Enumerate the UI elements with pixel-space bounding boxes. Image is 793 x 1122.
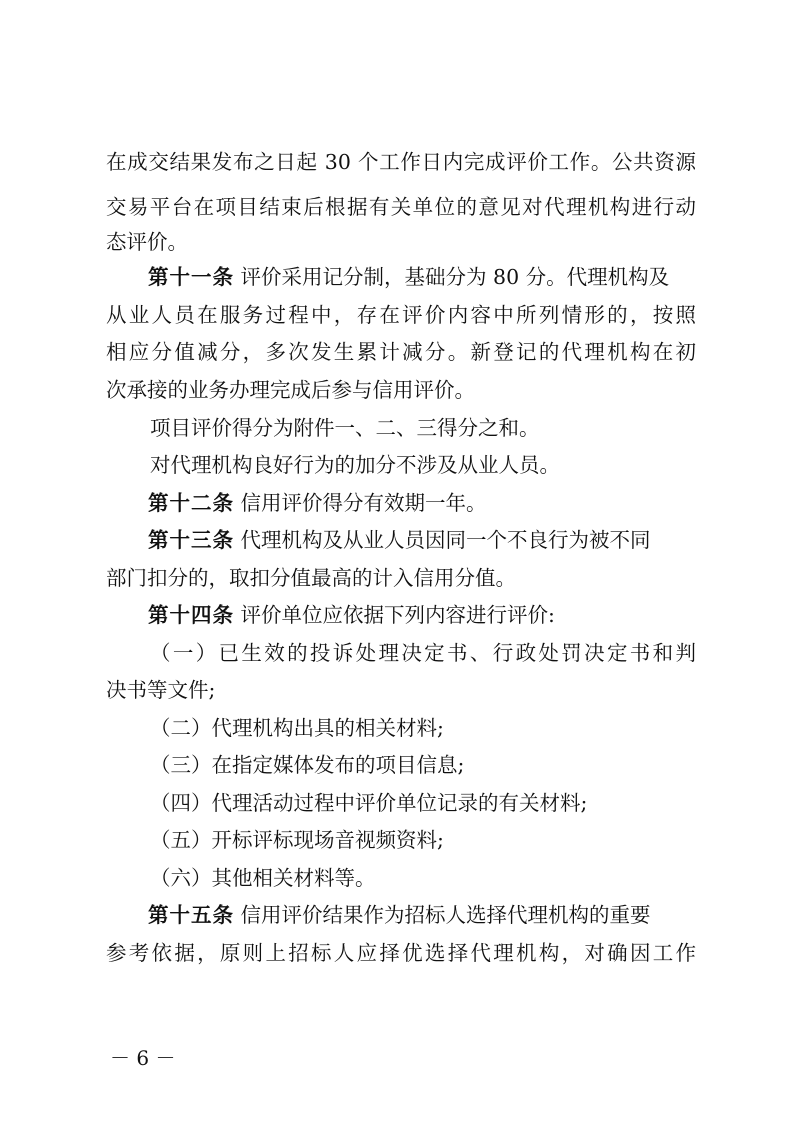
article-heading: 第十一条 [148, 265, 234, 289]
list-item: 决书等文件; [106, 678, 216, 702]
article-heading: 第十二条 [148, 491, 234, 515]
list-item: （五）开标评标现场音视频资料; [150, 828, 444, 852]
article-15-first-line [148, 897, 696, 933]
paragraph-line: 从业人员在服务过程中，存在评价内容中所列情形的，按照 [106, 303, 696, 327]
paragraph-line: 部门扣分的，取扣分值最高的计入信用分值。 [106, 566, 516, 590]
article-heading: 第十五条 [148, 903, 234, 927]
paragraph-line: 参考依据，原则上招标人应择优选择代理机构，对确因工作 [106, 941, 696, 965]
list-item: （四）代理活动过程中评价单位记录的有关材料; [150, 791, 588, 815]
paragraph-line: 次承接的业务办理完成后参与信用评价。 [106, 378, 475, 402]
article-12-line [148, 485, 696, 521]
list-item: （三）在指定媒体发布的项目信息; [150, 753, 465, 777]
article-text: 评价单位应依据下列内容进行评价: [234, 603, 555, 627]
list-item: （二）代理机构出具的相关材料; [150, 716, 444, 740]
paragraph-line: 态评价。 [106, 230, 188, 254]
article-11-first-line [148, 259, 696, 295]
article-heading: 第十三条 [148, 528, 234, 552]
article-14-line [148, 597, 696, 633]
article-text: 评价采用记分制，基础分为 80 分。代理机构及 [234, 265, 670, 289]
paragraph-line: 项目评价得分为附件一、二、三得分之和。 [150, 416, 540, 440]
paragraph-line: 在成交结果发布之日起 30 个工作日内完成评价工作。公共资源 [106, 150, 696, 174]
paragraph-line: 相应分值减分，多次发生累计减分。新登记的代理机构在初 [106, 340, 696, 364]
list-item: （六）其他相关材料等。 [150, 866, 376, 890]
list-item: （一）已生效的投诉处理决定书、行政处罚决定书和判 [150, 641, 696, 665]
page-number: － 6 － [110, 1046, 176, 1070]
article-text: 代理机构及从业人员因同一个不良行为被不同 [234, 528, 651, 552]
paragraph-line: 交易平台在项目结束后根据有关单位的意见对代理机构进行动 [106, 195, 696, 219]
paragraph-line: 对代理机构良好行为的加分不涉及从业人员。 [150, 453, 560, 477]
article-text: 信用评价结果作为招标人选择代理机构的重要 [234, 903, 651, 927]
article-13-first-line [148, 522, 696, 558]
article-heading: 第十四条 [148, 603, 234, 627]
article-text: 信用评价得分有效期一年。 [234, 491, 487, 515]
